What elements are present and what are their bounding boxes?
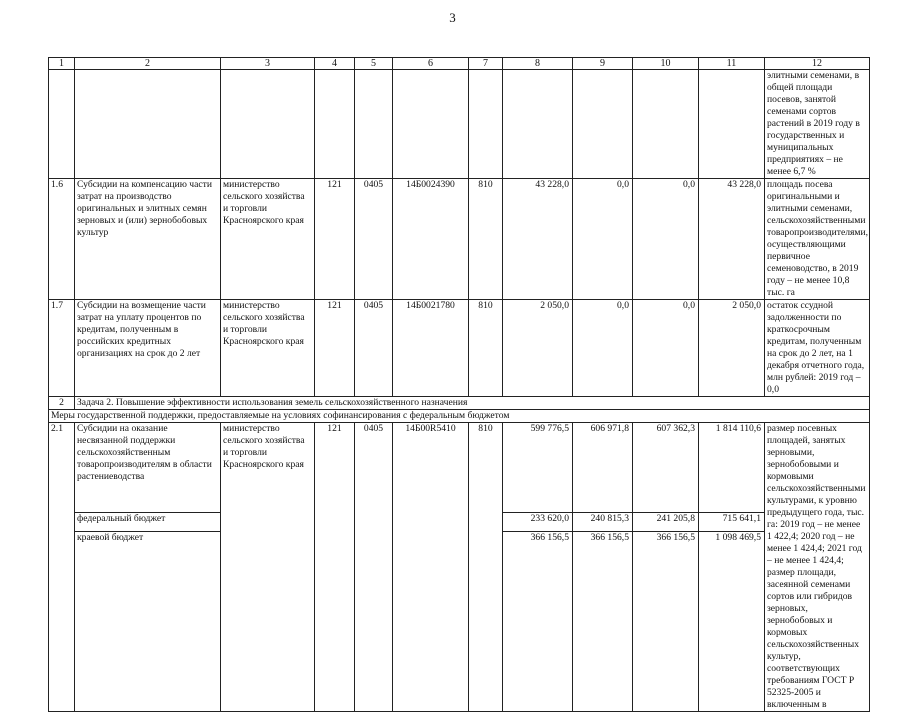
header-cell: 12: [765, 58, 870, 70]
amount-cell: 1 098 469,5: [699, 532, 765, 712]
measures-header: Меры государственной поддержки, предоставляемые на условиях софинансирования с федеральным бюджетом: [49, 410, 870, 423]
header-cell: 9: [573, 58, 633, 70]
code-cell: 810: [469, 179, 503, 300]
header-cell: 1: [49, 58, 75, 70]
amount-cell: 2 050,0: [699, 300, 765, 397]
continuation-result: элитными семенами, в общей площади посевов, занятой семенами сортов растений в 2019 году в государственных и муниципальных предприятиях – не менее 6,7 %: [765, 70, 870, 179]
table-row-1-7: [49, 300, 870, 397]
ministry-name: министерство сельского хозяйства и торговли Красноярского края: [221, 300, 315, 397]
header-cell: 5: [355, 58, 393, 70]
amount-cell: 366 156,5: [573, 532, 633, 712]
continuation-row: [49, 70, 870, 179]
amount-cell: 0,0: [633, 300, 699, 397]
amount-cell: 0,0: [633, 179, 699, 300]
result-text: остаток ссудной задолженности по краткосрочным кредитам, полученным на срок до 2 лет, на 1 декабря отчетного года, млн рублей: 2019 год – 0,0: [765, 300, 870, 397]
page-number: 3: [449, 10, 456, 25]
code-cell: 121: [315, 179, 355, 300]
task-row: [49, 397, 870, 410]
subsidy-table: [48, 57, 870, 712]
code-cell: 0405: [355, 179, 393, 300]
amount-cell: 715 641,1: [699, 512, 765, 531]
table-row-1-6: [49, 179, 870, 300]
amount-cell: 366 156,5: [633, 532, 699, 712]
task-number: 2: [49, 397, 75, 410]
header-row: [49, 58, 870, 70]
code-cell: 14Б0024390: [393, 179, 469, 300]
amount-cell: 0,0: [573, 300, 633, 397]
code-cell: 0405: [355, 423, 393, 712]
ministry-name: министерство сельского хозяйства и торговли Красноярского края: [221, 179, 315, 300]
measure-name: Субсидии на компенсацию части затрат на производство оригинальных и элитных семян зерновых и (или) зернобобовых культур: [75, 179, 221, 300]
header-cell: 6: [393, 58, 469, 70]
amount-cell: 233 620,0: [503, 512, 573, 531]
header-cell: 2: [75, 58, 221, 70]
federal-budget-label: федеральный бюджет: [75, 512, 221, 531]
amount-cell: 1 814 110,6: [699, 423, 765, 513]
amount-cell: 366 156,5: [503, 532, 573, 712]
measure-name: Субсидии на оказание несвязанной поддержки сельскохозяйственным товаропроизводителям в области растениеводства: [75, 423, 221, 513]
amount-cell: 43 228,0: [503, 179, 573, 300]
header-cell: 11: [699, 58, 765, 70]
header-cell: 8: [503, 58, 573, 70]
amount-cell: 599 776,5: [503, 423, 573, 513]
code-cell: 0405: [355, 300, 393, 397]
measure-name: Субсидии на возмещение части затрат на уплату процентов по кредитам, полученным в российских кредитных организациях на срок до 2 лет: [75, 300, 221, 397]
row-number: 1.6: [49, 179, 75, 300]
row-number: 1.7: [49, 300, 75, 397]
result-text: площадь посева оригинальными и элитными семенами, сельскохозяйственными товаропроизводителями, осуществляющими первичное семеноводство, в 2019 году – не менее 10,8 тыс. га: [765, 179, 870, 300]
amount-cell: 2 050,0: [503, 300, 573, 397]
result-text: размер посевных площадей, занятых зерновыми, зернобобовыми и кормовыми сельскохозяйственными культурами, к уровню предыдущего года, тыс. га: 2019 год – не менее 1 422,4; 2020 год – не менее 1 424,4; 2021 год – не менее 1 424,4; размер площади, засеянной семенами сортов или гибридов зерновых, зернобобовых и кормовых сельскохозяйственных культур, соответствующих требованиям ГОСТ Р 52325-2005 и включенным в: [765, 423, 870, 712]
code-cell: 121: [315, 300, 355, 397]
code-cell: 810: [469, 300, 503, 397]
code-cell: 121: [315, 423, 355, 712]
ministry-name: министерство сельского хозяйства и торговли Красноярского края: [221, 423, 315, 712]
amount-cell: 241 205,8: [633, 512, 699, 531]
regional-budget-label: краевой бюджет: [75, 532, 221, 712]
code-cell: 810: [469, 423, 503, 712]
amount-cell: 0,0: [573, 179, 633, 300]
code-cell: 14Б0021780: [393, 300, 469, 397]
amount-cell: 607 362,3: [633, 423, 699, 513]
table-row-2-1: [49, 423, 870, 513]
amount-cell: 240 815,3: [573, 512, 633, 531]
header-cell: 7: [469, 58, 503, 70]
measures-header-row: [49, 410, 870, 423]
amount-cell: 606 971,8: [573, 423, 633, 513]
task-title: Задача 2. Повышение эффективности использования земель сельскохозяйственного назначения: [75, 397, 870, 410]
amount-cell: 43 228,0: [699, 179, 765, 300]
header-cell: 3: [221, 58, 315, 70]
header-cell: 10: [633, 58, 699, 70]
row-number: 2.1: [49, 423, 75, 712]
code-cell: 14Б00R5410: [393, 423, 469, 712]
header-cell: 4: [315, 58, 355, 70]
